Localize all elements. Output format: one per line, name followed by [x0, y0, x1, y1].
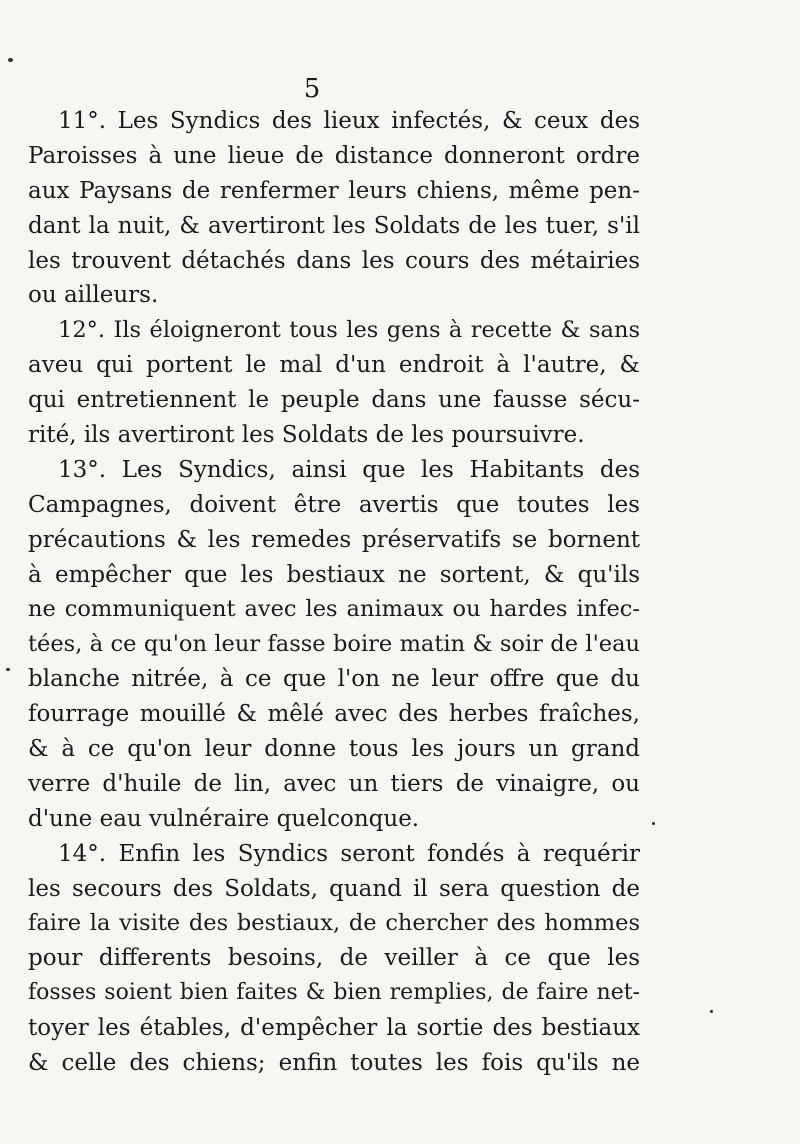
text-line: Campagnes, doivent être avertis que toutes les	[28, 491, 640, 518]
ink-speck	[652, 822, 655, 825]
text-line: ne communiquent avec les animaux ou hardes infec-	[28, 596, 640, 623]
text-line: les trouvent détachés dans les cours des métairies	[28, 247, 640, 274]
text-line: rité, ils avertiront les Soldats de les poursuivre.	[28, 422, 585, 449]
text-line: blanche nitrée, à ce que l'on ne leur offre que du	[28, 666, 640, 693]
text-line: & à ce qu'on leur donne tous les jours un grand	[28, 736, 640, 763]
text-line: fourrage mouillé & mêlé avec des herbes fraîches,	[28, 701, 640, 728]
text-line: ou ailleurs.	[28, 282, 159, 309]
text-line: les secours des Soldats, quand il sera question de	[28, 875, 640, 902]
ink-speck	[710, 1010, 713, 1013]
text-line: verre d'huile de lin, avec un tiers de vinaigre, ou	[28, 770, 640, 797]
text-line: faire la visite des bestiaux, de chercher des hommes	[28, 910, 640, 937]
ink-speck	[6, 668, 10, 671]
text-line: dant la nuit, & avertiront les Soldats de les tuer, s'il	[28, 212, 640, 239]
text-line: 11°. Les Syndics des lieux infectés, & ceux des	[58, 108, 640, 134]
text-line: & celle des chiens; enfin toutes les fois qu'ils ne	[28, 1050, 640, 1077]
text-line: toyer les étables, d'empêcher la sortie des bestiaux	[28, 1015, 640, 1042]
text-line: fosses soient bien faites & bien remplies, de faire net-	[28, 980, 640, 1006]
text-line: aveu qui portent le mal d'un endroit à l'autre, &	[28, 352, 640, 379]
text-line: qui entretiennent le peuple dans une fausse sécu-	[28, 387, 640, 414]
text-line: Paroisses à une lieue de distance donneront ordre	[28, 142, 640, 169]
text-line: à empêcher que les bestiaux ne sortent, & qu'ils	[28, 561, 640, 588]
text-line: 12°. Ils éloigneront tous les gens à recette & sans	[58, 317, 640, 344]
text-line: 13°. Les Syndics, ainsi que les Habitants des	[58, 456, 640, 483]
text-line: d'une eau vulnéraire quelconque.	[28, 805, 420, 832]
text-line: pour differents besoins, de veiller à ce que les	[28, 945, 640, 972]
text-line: aux Paysans de renfermer leurs chiens, même pen-	[28, 177, 640, 204]
ink-speck	[8, 58, 13, 62]
text-line: tées, à ce qu'on leur fasse boire matin & soir de l'eau	[28, 631, 640, 658]
body-text	[28, 104, 640, 1081]
page-number: 5	[303, 74, 321, 104]
text-line: 14°. Enfin les Syndics seront fondés à requérir	[58, 840, 640, 867]
text-line: précautions & les remedes préservatifs se bornent	[28, 526, 640, 553]
